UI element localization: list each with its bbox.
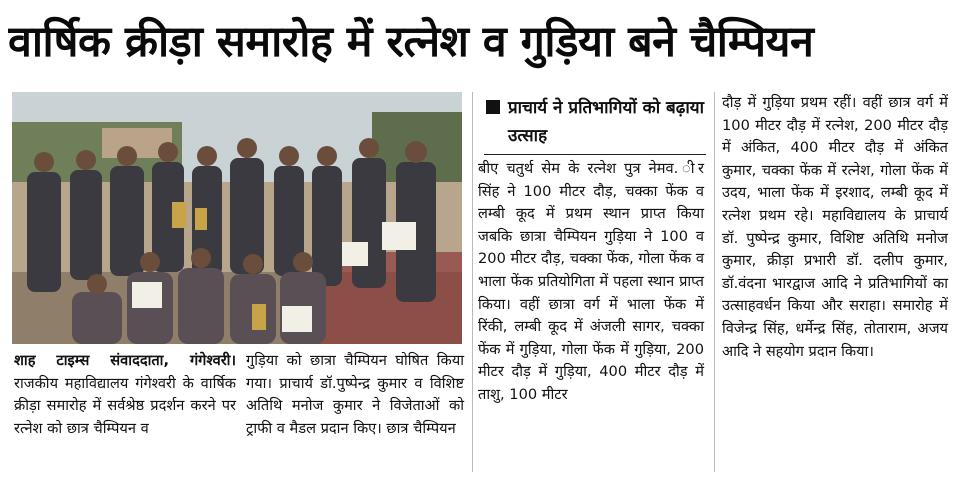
column-text: बीए चतुर्थ सेम के रत्नेश पुत्र नेमव. ीर सिंह ने 100 मीटर दौड़, चक्का फेंक व लम्बी कूद में प्रथम स्थान प्राप्त किया जबकि छात्रा चैम्पियन गुड़िया ने 100 व 200 मीटर दौड़, चक्का फेंक, गोला फेंक व भाला फेंक प्रतियोगिता में पहला स्थान प्राप्त किया। वहीं छात्रा वर्ग में भाला फेंक में रिंकी, लम्बी कूद में अंजली सागर, चक्का फेंक में गुड़िया, गोला फेंक में गुड़िया, 200 मीटर दौड़ में गुड़िया, 400 मीटर दौड़ में ताशु, 100 मीटर	[478, 160, 704, 403]
column-divider	[714, 92, 715, 472]
subheading-box	[484, 94, 706, 155]
headline: वार्षिक क्रीड़ा समारोह में रत्नेश व गुड़िया बने चैम्पियन	[8, 17, 814, 67]
column-text: गुड़िया को छात्रा चैम्पियन घोषित किया गया। प्राचार्य डॉ.पुष्पेन्द्र कुमार व विशिष्ट अतिथि मनोज कुमार ने विजेताओं को ट्राफी व मैडल प्रदान किए। छात्र चैम्पियन	[246, 352, 464, 437]
article-column-4	[722, 92, 948, 363]
column-divider	[472, 92, 473, 472]
byline: शाह टाइम्स संवाददाता, गंगेश्वरी।	[14, 352, 236, 369]
article-column-1	[14, 350, 236, 440]
column-text: दौड़ में गुड़िया प्रथम रहीं। वहीं छात्र वर्ग में 100 मीटर दौड़ में रत्नेश, 200 मीटर दौड़ में अंकित, 400 मीटर दौड़ में अंकित कुमार, चक्का फेंक में रत्नेश, गोला फेंक में उदय, भाला फेंक में इरशाद, लम्बी कूद में रत्नेश प्रथम रहे। महाविद्यालय के प्राचार्य डॉ. पुष्पेन्द्र कुमार, विशिष्ट अतिथि मनोज कुमार, क्रीड़ा प्रभारी डॉ. दलीप कुमार, डॉ.वंदना भारद्वाज आदि ने प्रतिभागियों का उत्साहवर्धन किया और सराहा। समारोह में विजेन्द्र सिंह, धर्मेन्द्र सिंह, तोताराम, अजय आदि ने सहयोग प्रदान किया।	[722, 94, 948, 360]
news-photo	[12, 92, 462, 344]
bullet-square-icon	[486, 100, 500, 114]
article-column-3	[478, 158, 704, 407]
subheading: प्राचार्य ने प्रतिभागियों को बढ़ाया उत्साह	[508, 98, 705, 146]
article-column-2	[246, 350, 464, 440]
column-text: राजकीय महाविद्यालय गंगेश्वरी के वार्षिक क्रीड़ा समारोह में सर्वश्रेष्ठ प्रदर्शन करने पर रत्नेश को छात्र चैम्पियन व	[14, 374, 236, 437]
